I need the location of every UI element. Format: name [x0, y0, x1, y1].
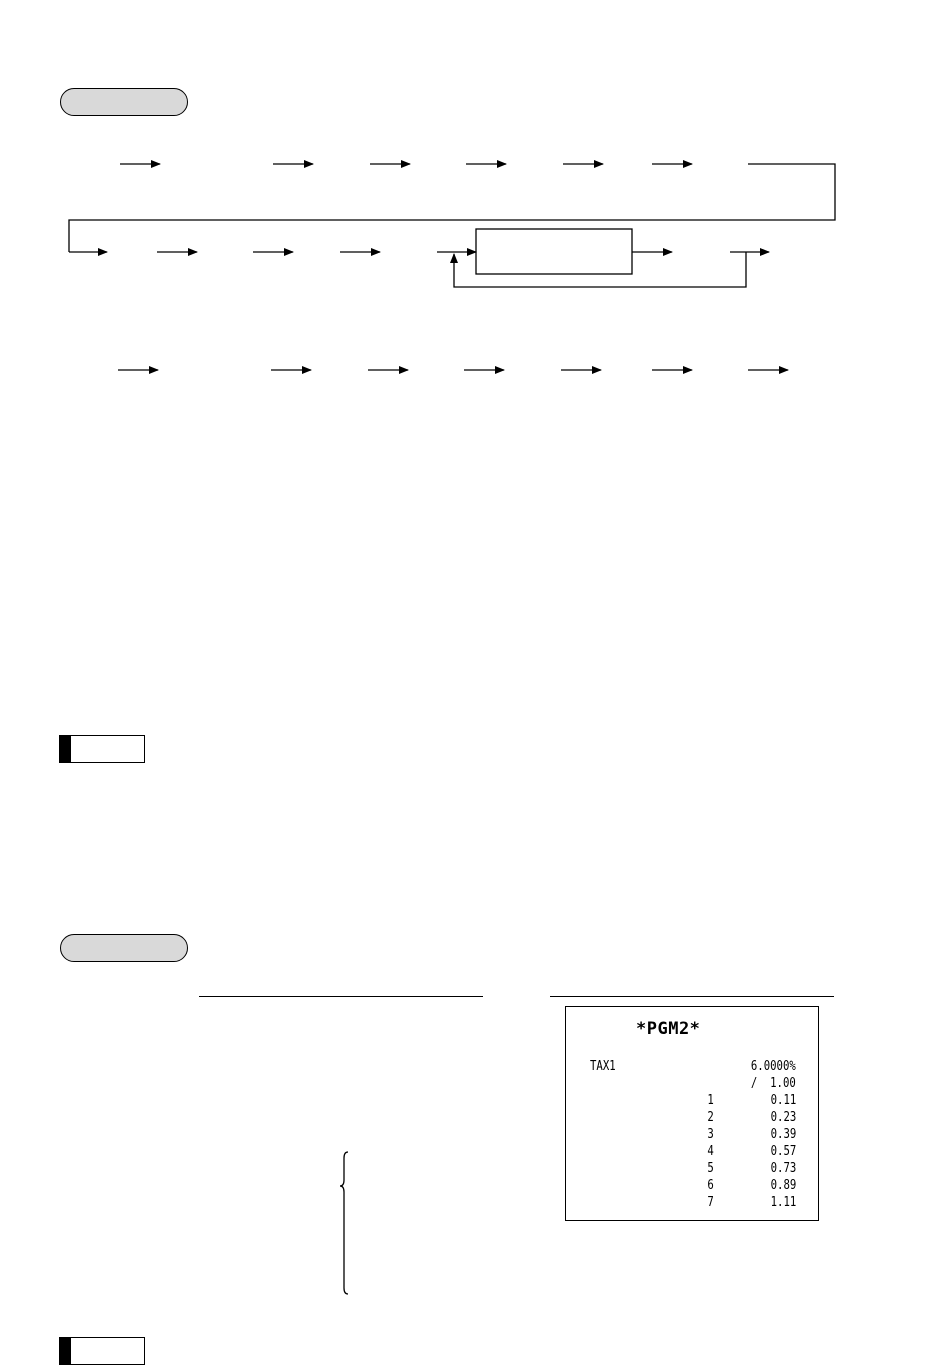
grouping-brace [340, 1152, 348, 1294]
row-amount: 0.89 [770, 1178, 796, 1193]
flow-box [476, 229, 632, 274]
row-index: 6 [707, 1178, 714, 1193]
row-amount: 1.11 [770, 1195, 796, 1210]
row-index: 2 [707, 1110, 714, 1125]
receipt-print [565, 1006, 819, 1221]
tax-label: TAX1 [590, 1059, 616, 1074]
row-amount: 0.57 [770, 1144, 796, 1159]
row-amount: 0.73 [770, 1161, 796, 1176]
tax-rate: 6.0000% [751, 1059, 796, 1074]
key-operation-column-rule [199, 996, 483, 997]
row-index: 5 [707, 1161, 714, 1176]
row-index: 3 [707, 1127, 714, 1142]
receipt-title: *PGM2* [636, 1019, 701, 1039]
note-box [59, 1337, 145, 1365]
flow-connector [69, 164, 835, 252]
row-index: 4 [707, 1144, 714, 1159]
row-amount: 0.11 [770, 1093, 796, 1108]
flow-loop [454, 252, 746, 287]
row-amount: 0.23 [770, 1110, 796, 1125]
breakpoint-header: / 1.00 [751, 1076, 796, 1091]
note-box [59, 735, 145, 763]
row-index: 1 [707, 1093, 714, 1108]
print-column-rule [550, 996, 834, 997]
row-index: 7 [707, 1195, 714, 1210]
note-marker [60, 1338, 71, 1364]
row-amount: 0.39 [770, 1127, 796, 1142]
note-marker [60, 736, 71, 762]
